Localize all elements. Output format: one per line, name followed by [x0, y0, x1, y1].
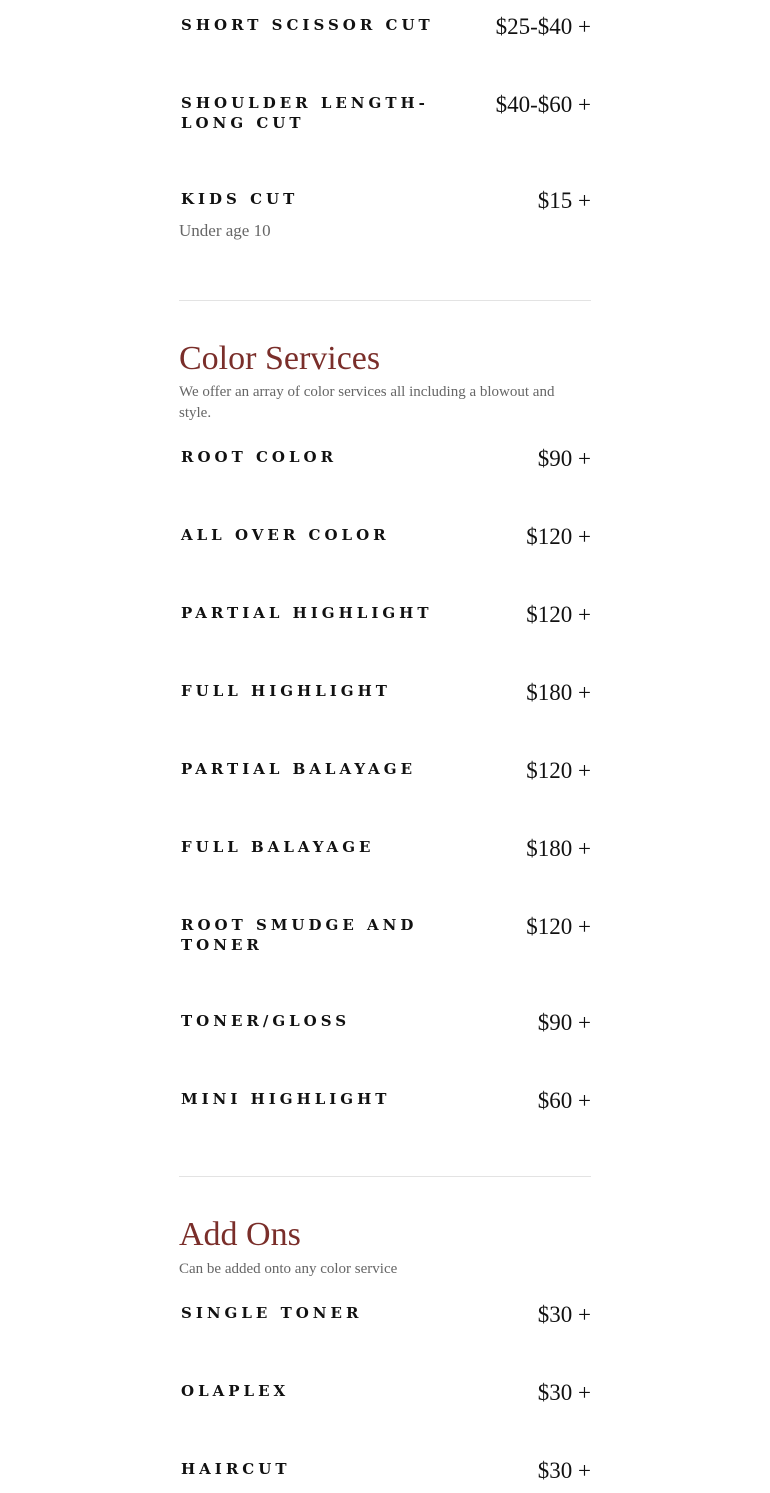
item-name: PARTIAL HIGHLIGHT: [181, 604, 433, 622]
item-price: $30 +: [537, 1458, 591, 1483]
item-note: Under age 10: [179, 221, 271, 240]
item-name: MINI HIGHLIGHT: [181, 1090, 391, 1108]
item-name: PARTIAL BALAYAGE: [181, 760, 416, 778]
item-name: SHORT SCISSOR CUT: [181, 16, 434, 34]
section-divider: [179, 1176, 591, 1177]
item-price: $120 +: [526, 524, 591, 549]
section-description: We offer an array of color services all including a blowout and style.: [179, 384, 555, 421]
item-price: $90 +: [537, 1010, 591, 1035]
item-price: $120 +: [526, 758, 591, 783]
item-name: KIDS CUT: [181, 190, 299, 208]
item-price: $25-$40 +: [495, 14, 591, 39]
section-title-add-ons: Add Ons: [179, 1216, 301, 1253]
item-price: $15 +: [537, 188, 591, 213]
item-name: SHOULDER LENGTH- LONG CUT: [181, 94, 429, 132]
item-price: $40-$60 +: [495, 92, 591, 117]
item-name: OLAPLEX: [181, 1382, 290, 1400]
item-name: HAIRCUT: [181, 1460, 291, 1478]
item-price: $60 +: [537, 1088, 591, 1113]
item-price: $120 +: [526, 914, 591, 939]
item-price: $180 +: [526, 680, 591, 705]
item-name: ROOT COLOR: [181, 448, 338, 466]
item-name: FULL HIGHLIGHT: [181, 682, 391, 700]
item-name: ALL OVER COLOR: [181, 526, 390, 544]
item-price: $180 +: [526, 836, 591, 861]
section-title-color-services: Color Services: [179, 340, 381, 377]
item-price: $120 +: [526, 602, 591, 627]
item-price: $30 +: [537, 1380, 591, 1405]
section-description: Can be added onto any color service: [179, 1261, 398, 1277]
item-name: SINGLE TONER: [181, 1304, 363, 1322]
item-name: TONER/GLOSS: [181, 1012, 351, 1030]
item-price: $30 +: [537, 1302, 591, 1327]
section-divider: [179, 300, 591, 301]
item-name: FULL BALAYAGE: [181, 838, 375, 856]
item-name: ROOT SMUDGE AND TONER: [181, 916, 418, 954]
item-price: $90 +: [537, 446, 591, 471]
